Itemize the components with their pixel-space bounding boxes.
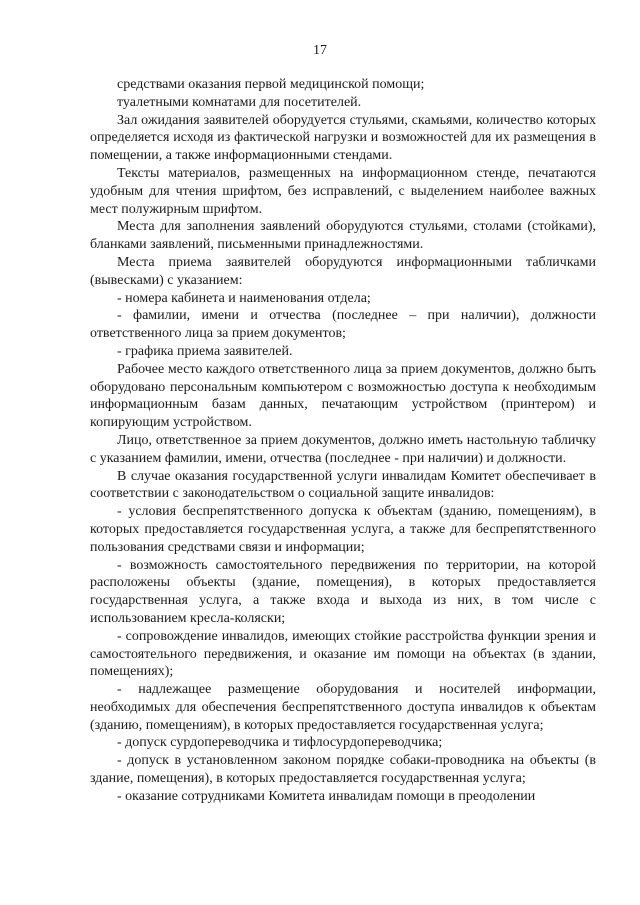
list-item-schedule: - графика приема заявителей. [117,343,293,359]
list-item-guide-dog: - допуск в установленном законом порядке собаки-проводника на объекты (в здание, помещения), в которых предоставляется государственная услуга; [90,753,596,787]
paragraph-stand-texts: Тексты материалов, размещенных на информационном стенде, печатаются удобным для чтения шрифтом, без исправлений, с выделением наиболее важных мест полужирным шрифтом. [90,165,596,217]
paragraph-toilets: туалетными комнатами для посетителей. [117,94,362,110]
paragraph-waiting-hall: Зал ожидания заявителей оборудуется стульями, скамьями, количество которых определяется исходя из фактической нагрузки и возможностей для их размещения в помещении, а также информационными стендами. [90,112,596,164]
paragraph-first-aid: средствами оказания первой медицинской помощи; [117,77,425,92]
list-item-responsible-person: - фамилии, имени и отчества (последнее – при наличии), должности ответственного лица за прием документов; [90,308,596,342]
paragraph-form-filling-places: Места для заполнения заявлений оборудуются стульями, столами (стойками), бланками заявлений, письменными принадлежностями. [90,219,596,253]
list-item-equipment-placement: - надлежащее размещение оборудования и носителей информации, необходимых для обеспечения беспрепятственного доступа инвалидов к объектам (зданию, помещениям), в которых предоставляется государственная услуга; [90,682,596,733]
list-item-unobstructed-access: - условия беспрепятственного допуска к объектам (зданию, помещениям), в которых предоставляется государственная услуга, а также для беспрепятственного пользования средствами связи и информации; [90,504,596,555]
list-item-independent-movement: - возможность самостоятельного передвижения по территории, на которой расположены объекты (здание, помещения), в которых предоставляется государственная услуга, а также входа и выхода из них, в том числе с использованием кресла-коляски; [90,557,596,626]
list-item-escort: - сопровождение инвалидов, имеющих стойкие расстройства функции зрения и самостоятельного передвижения, и оказание им помощи на объектах (в здании, помещениях); [90,628,596,680]
paragraph-disabled-services: В случае оказания государственной услуги инвалидам Комитет обеспечивает в соответствии с законодательством о социальной защите инвалидов: [90,468,596,502]
paragraph-reception-places: Места приема заявителей оборудуются информационными табличками (вывесками) с указанием: [90,254,596,288]
paragraph-desk-plate: Лицо, ответственное за прием документов, должно иметь настольную табличку с указанием фамилии, имени, отчества (последнее - при наличии) и должности. [90,432,596,466]
document-body [90,76,596,806]
page-number: 17 [313,43,327,58]
paragraph-workplace: Рабочее место каждого ответственного лица за прием документов, должно быть оборудовано персональным компьютером с возможностью доступа к необходимым информационным базам данных, печатающим устройством (принтером) и копирующим устройством. [90,361,596,431]
list-item-staff-assistance: - оказание сотрудниками Комитета инвалидам помощи в преодолении [117,788,536,804]
list-item-sign-interpreter: - допуск сурдопереводчика и тифлосурдопереводчика; [117,735,443,751]
list-item-office-number: - номера кабинета и наименования отдела; [117,290,371,306]
